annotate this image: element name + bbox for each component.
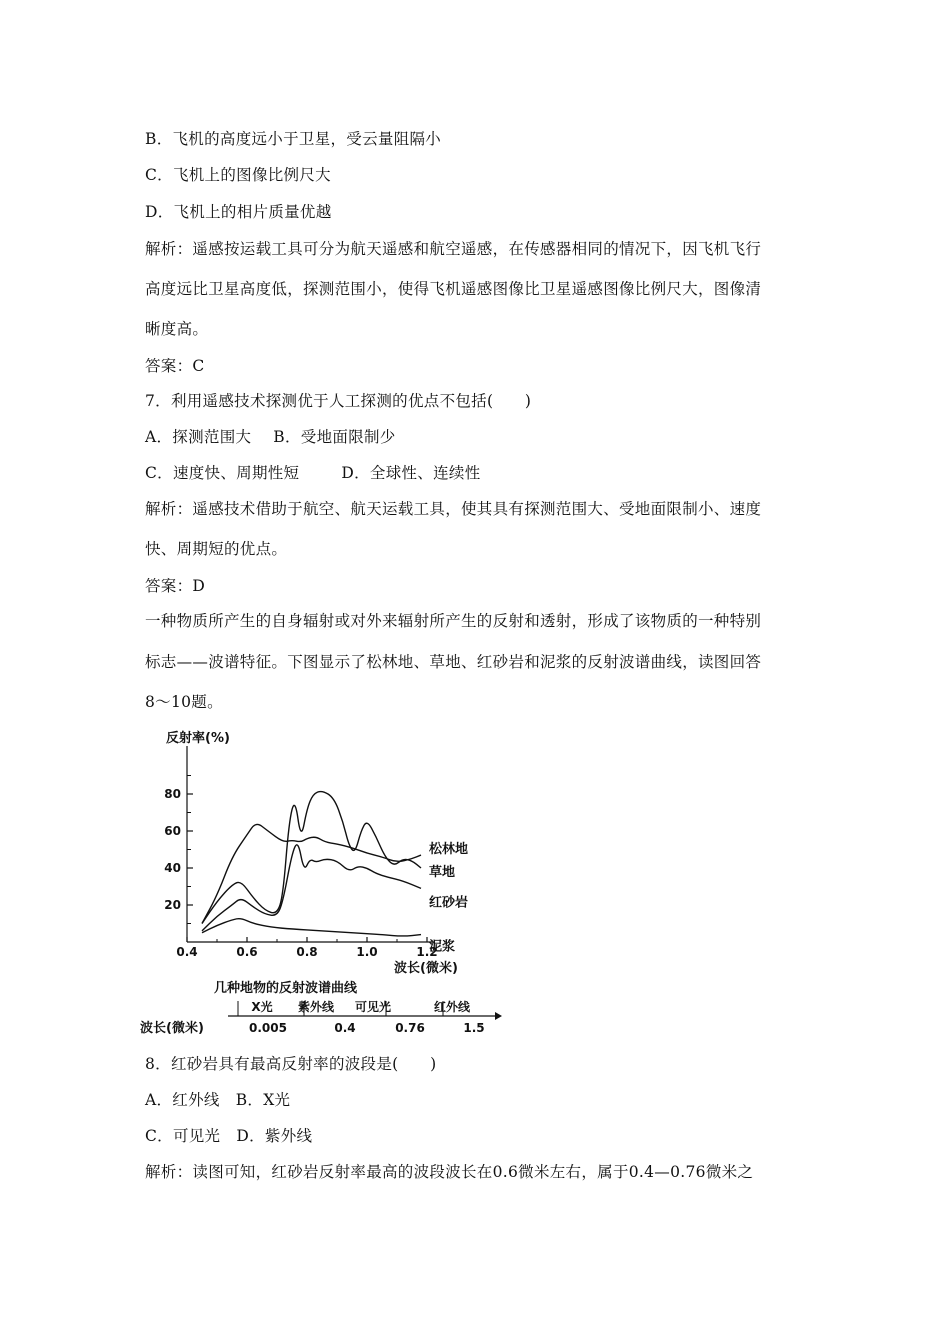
q6-option-d: D．飞机上的相片质量优越 — [145, 203, 332, 221]
q7-answer: 答案：D — [145, 577, 206, 595]
q7-stem: 7．利用遥感技术探测优于人工探测的优点不包括( ) — [145, 392, 532, 410]
x-axis-label: 波长(微米) — [394, 961, 458, 976]
y-ticks — [164, 776, 193, 924]
q7-options-cd — [145, 461, 481, 483]
spectrum-band-label: 红外线 — [433, 1000, 471, 1014]
q6-explanation-line-3: 晰度高。 — [145, 320, 209, 338]
y-axis-label: 反射率(%) — [166, 731, 230, 746]
q7-option-b: B．受地面限制少 — [273, 428, 396, 446]
q6-option-b: B．飞机的高度远小于卫星，受云量阻隔小 — [145, 130, 442, 148]
series-label-3: 红砂岩 — [429, 895, 469, 911]
q8-option-c: C．可见光 — [145, 1127, 221, 1145]
series-lines — [202, 792, 421, 936]
spectrum-band-label: X光 — [251, 1000, 273, 1014]
series-labels — [428, 841, 468, 955]
y-tick-label: 40 — [164, 861, 181, 875]
q8-option-d: D．紫外线 — [236, 1127, 313, 1145]
spectrum-tick-label: 1.5 — [463, 1021, 485, 1035]
intro-line-3: 8～10题。 — [145, 693, 223, 711]
spectrum-tick-label: 0.005 — [249, 1021, 287, 1035]
q7-option-d: D．全球性、连续性 — [341, 464, 481, 482]
y-tick-label: 80 — [164, 787, 181, 801]
x-tick-label: 0.8 — [296, 945, 318, 959]
series-label-4: 泥浆 — [429, 939, 456, 955]
q7-options-ab — [145, 425, 396, 447]
x-tick-label: 1.2 — [416, 945, 438, 959]
x-tick-label: 1.0 — [356, 945, 378, 959]
q8-options-cd — [145, 1124, 312, 1146]
series-line-4 — [202, 919, 421, 936]
y-tick-label: 60 — [164, 824, 181, 838]
x-tick-label: 0.4 — [176, 945, 198, 959]
q7-option-c: C．速度快、周期性短 — [145, 464, 300, 482]
q6-explanation-line-1: 解析：遥感按运载工具可分为航天遥感和航空遥感，在传感器相同的情况下，因飞机飞行 — [145, 240, 762, 258]
q7-explanation-line-1: 解析：遥感技术借助于航空、航天运载工具，使其具有探测范围大、受地面限制小、速度 — [145, 500, 762, 518]
spectrum-axis-label: 波长(微米) — [140, 1021, 204, 1036]
intro-line-2: 标志——波谱特征。下图显示了松林地、草地、红砂岩和泥浆的反射波谱曲线，读图回答 — [145, 653, 762, 671]
spectrum-band-label: 可见光 — [354, 1000, 392, 1014]
q7-option-a: A．探测范围大 — [145, 428, 252, 446]
intro-line-1: 一种物质所产生的自身辐射或对外来辐射所产生的反射和透射，形成了该物质的一种特别 — [145, 612, 762, 630]
q8-option-b: B．X光 — [235, 1091, 291, 1109]
q8-options-ab — [145, 1088, 290, 1110]
series-line-3 — [202, 845, 421, 931]
chart-title: 几种地物的反射波谱曲线 — [214, 981, 358, 996]
spectrum-band-label: 紫外线 — [297, 1000, 335, 1014]
series-line-1 — [202, 824, 421, 923]
q6-answer: 答案：C — [145, 357, 205, 375]
series-label-2: 草地 — [429, 865, 456, 880]
series-line-2 — [202, 792, 421, 924]
q6-option-c: C．飞机上的图像比例尺大 — [145, 166, 331, 184]
spectrum-bands — [238, 999, 485, 1035]
spectrum-axis-arrow — [495, 1012, 502, 1020]
q8-explanation-line-1: 解析：读图可知，红砂岩反射率最高的波段波长在0.6微米左右，属于0.4—0.76微米之 — [145, 1163, 754, 1181]
reflectance-spectrum-figure — [140, 722, 510, 1040]
q8-stem: 8．红砂岩具有最高反射率的波段是( ) — [145, 1055, 437, 1073]
series-label-1: 松林地 — [429, 842, 469, 858]
spectrum-tick-label: 0.76 — [395, 1021, 425, 1035]
spectrum-tick-label: 0.4 — [334, 1021, 356, 1035]
q6-explanation-line-2: 高度远比卫星高度低，探测范围小，使得飞机遥感图像比卫星遥感图像比例尺大，图像清 — [145, 280, 762, 298]
x-ticks — [176, 937, 437, 959]
q8-option-a: A．红外线 — [145, 1091, 220, 1109]
x-tick-label: 0.6 — [236, 945, 258, 959]
y-tick-label: 20 — [164, 898, 181, 912]
q7-explanation-line-2: 快、周期短的优点。 — [145, 540, 288, 558]
